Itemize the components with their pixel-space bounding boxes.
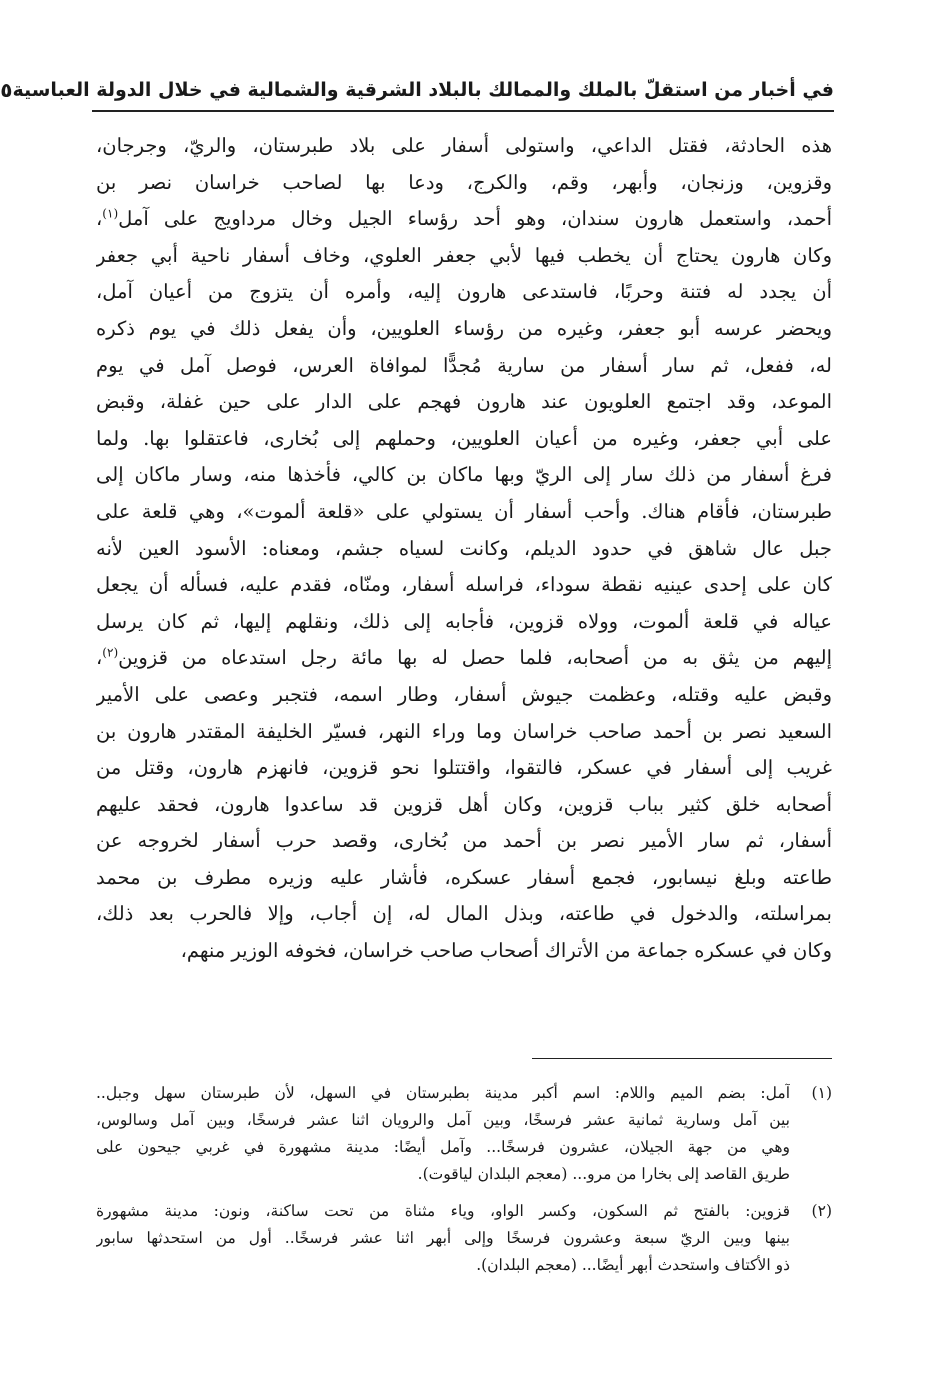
- text-line: غريب إلى أسفار في عسكر، فالتقوا، واقتتلوا نحو قزوين، فانهزم هارون، وقتل من: [96, 756, 832, 780]
- text-line: وقبض عليه وقتله، وعظمت جيوش أسفار، وطار اسمه، فتجبر وعصى على الأمير: [96, 682, 832, 706]
- text-line: فرغ أسفار من ذلك سار إلى الريّ وبها ماكان بن كالي، فأخذها منه، وسار ماكان إلى: [96, 463, 832, 487]
- footnote-2: [96, 1198, 832, 1279]
- text-line: له، ففعل، ثم سار أسفار من سارية مُجدًّا لموافاة العرس، فوصل آمل في يوم: [96, 353, 832, 377]
- footnote-number: (٢): [811, 1202, 832, 1220]
- footnote-1: [96, 1080, 832, 1188]
- text-line: عياله في قلعة ألموت، وولاه قزوين، فأجابه إلى ذلك، ونقلهم إليها، ثم كان يرسل: [96, 609, 832, 633]
- text-line: وقزوين، وزنجان، وأبهر، وقم، والكرج، ودعا بها لصاحب خراسان نصر بن: [96, 170, 832, 194]
- running-header: [0, 70, 834, 112]
- footnote-line: بين آمل وسارية ثمانية عشر فرسخًا، وبين آمل والرويان اثنا عشر فرسخًا، وبين آمل وسالوس،: [96, 1111, 790, 1129]
- text-line: كان على إحدى عينيه نقطة سوداء، فراسله أسفار، ومنّاه، فقدم عليه، فسأله أن يجعل: [96, 573, 832, 597]
- footnote-line: آمل: بضم الميم واللام: اسم أكبر مدينة بطبرستان في السهل، لأن طبرستان سهل وجبل..: [96, 1084, 790, 1102]
- text-line: طبرستان، فأقام هناك. وأحب أسفار أن يستولي على «قلعة ألموت»، وهي قلعة على: [96, 499, 832, 523]
- footnote-text: [96, 1198, 790, 1279]
- text-line: أصحابه خلق كثير بباب قزوين، وكان أهل قزوين قد ساعدوا هارون، فحقد عليهم: [96, 792, 832, 816]
- text-line: على أبي جعفر، وغيره من أعيان العلويين، وحملهم إلى بُخارى، فاعتقلوا بها. ولما: [96, 426, 832, 450]
- text-line: أسفار، ثم سار الأمير نصر بن أحمد من بُخارى، وقصد حرب أسفار لخروجه عن: [96, 829, 832, 853]
- footnote-line: وهي من جهة الجيلان، عشرون فرسخًا... وآمل أيضًا: مدينة مشهورة في غربي جيحون على: [96, 1138, 790, 1156]
- text-line: أحمد، واستعمل هارون سندان، وهو أحد رؤساء الجيل وخال مرداويج على آمل$^{(١)}$،: [96, 206, 832, 231]
- text-line: السعيد نصر بن أحمد صاحب خراسان وما وراء النهر، فسيّر الخليفة المقتدر هارون بن: [96, 719, 832, 743]
- footnote-ref: (١): [102, 206, 119, 221]
- text-line: طاعته وبلغ نيسابور، فجمع أسفار عسكره، فأشار عليه وزيره مطرف بن محمد: [96, 865, 832, 889]
- text-line: الموعد، وقد اجتمع العلويون عند هارون فهجم على الدار على حين غفلة، وقبض: [96, 390, 832, 414]
- text-line: وكان هارون يحتاج أن يخطب فيها لأبي جعفر العلوي، وخاف أسفار ناحية أبي جعفر: [96, 243, 832, 267]
- footnote-text: [96, 1080, 790, 1188]
- footnote-line: طريق القاصد إلى بخارا من مرو... (معجم البلدان لياقوت).: [417, 1165, 790, 1183]
- footnote-line: ذو الأكتاف واستحدث أبهر أيضًا... (معجم البلدان).: [476, 1256, 790, 1274]
- footnote-separator: [532, 1058, 832, 1059]
- text-line: جبل عال شاهق في حدود الديلم، وكانت لسياه جشم، ومعناه: الأسود العين لأنه: [96, 536, 832, 560]
- footnote-line: قزوين: بالفتح ثم السكون، وكسر الواو، وياء مثناة من تحت ساكنة، ونون: مدينة مشهورة: [96, 1202, 790, 1220]
- footnote-line: بينها وبين الريّ سبعة وعشرون فرسخًا وإلى أبهر اثنا عشر فرسخًا.. أول من استحدثها سابور: [96, 1229, 790, 1247]
- text-line: بمراسلته، والدخول في طاعته، وبذل المال له، إن أجاب، وإلا فالحرب بعد ذلك،: [96, 902, 832, 926]
- page-number: ٥: [0, 78, 13, 102]
- text-line: إليهم من يثق به من أصحابه، فلما حصل له بها مائة رجل استدعاه من قزوين$^{(٢)}$،: [96, 645, 832, 670]
- text-line: هذه الحادثة، فقتل الداعي، واستولى أسفار على بلاد طبرستان، والريّ، وجرجان،: [96, 134, 832, 157]
- footnotes: [96, 1080, 832, 1289]
- footnote-ref: (٢): [102, 645, 119, 660]
- footnote-number: (١): [811, 1084, 832, 1102]
- text-line: ويحضر عرسه أبو جعفر، وغيره من رؤساء العلويين، وأن يفعل ذلك في يوم ذكره: [96, 316, 832, 340]
- main-text: [96, 128, 832, 970]
- header-title: في أخبار من استقلّ بالملك والممالك بالبلاد الشرقية والشمالية في خلال الدولة العباسية: [12, 79, 834, 101]
- text-line: أن يجدد له فتنة وحربًا، فاستدعى هارون إليه، وأمره أن يتزوج من أعيان آمل،: [96, 280, 832, 304]
- text-line: وكان في عسكره جماعة من الأتراك أصحاب صاحب خراسان، فخوفه الوزير منهم،: [180, 939, 832, 963]
